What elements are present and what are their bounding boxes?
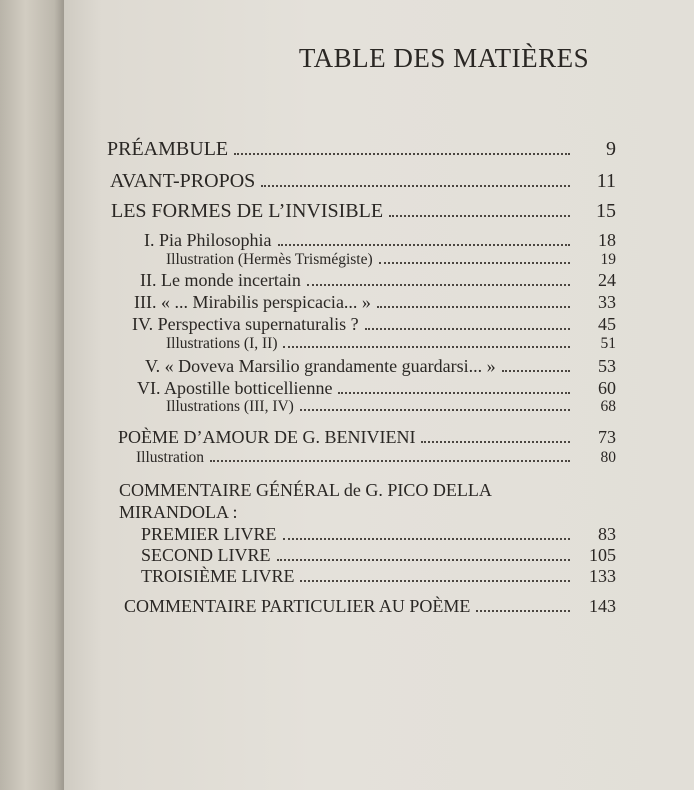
- toc-entry-page: 133: [589, 566, 616, 586]
- dot-leader: [210, 450, 570, 462]
- dot-leader: [300, 399, 570, 411]
- toc-entry-commentaire-particulier: [64, 596, 694, 620]
- toc-entry-label: II. Le monde incertain: [140, 270, 301, 290]
- toc-entry-label: POÈME D’AMOUR DE G. BENIVIENI: [118, 427, 416, 447]
- toc-entry-label: I. Pia Philosophia: [144, 230, 272, 250]
- toc-entry-chapter-5: [64, 356, 694, 380]
- toc-entry-label: III. « ... Mirabilis perspicacia... »: [134, 292, 371, 312]
- toc-entry-formes-invisible: [64, 200, 694, 224]
- toc-entry-label: PRÉAMBULE: [107, 138, 229, 160]
- toc-entry-label: AVANT-PROPOS: [110, 170, 256, 192]
- toc-entry-page: 80: [600, 449, 616, 466]
- dot-leader: [365, 318, 570, 330]
- toc-entry-label: Illustration: [136, 449, 205, 466]
- page-title: TABLE DES MATIÈRES: [298, 43, 590, 73]
- toc-entry-label: MIRANDOLA :: [119, 502, 238, 522]
- dot-leader: [338, 382, 570, 394]
- dot-leader: [389, 205, 570, 217]
- toc-entry-illustration: [64, 449, 694, 473]
- dot-leader: [283, 528, 570, 540]
- toc-entry-page: 53: [598, 356, 616, 376]
- toc-entry-label: COMMENTAIRE PARTICULIER AU POÈME: [124, 596, 471, 616]
- toc-entry-label: V. « Doveva Marsilio grandamente guardarsi... »: [145, 356, 496, 376]
- toc-entry-label: Illustration (Hermès Trismégiste): [166, 251, 373, 268]
- toc-entry-label: LES FORMES DE L’INVISIBLE: [111, 200, 384, 222]
- dot-leader: [502, 360, 570, 372]
- toc-entry-page: 33: [598, 292, 616, 312]
- toc-entry-label: Illustrations (III, IV): [166, 398, 294, 415]
- toc-entry-page: 143: [589, 596, 616, 616]
- toc-entry-commentaire-general-cont: [64, 502, 694, 526]
- toc-entry-troisieme-livre: [64, 566, 694, 590]
- toc-entry-page: 73: [598, 427, 616, 447]
- book-page: [64, 0, 694, 790]
- dot-leader: [261, 175, 570, 187]
- toc-entry-label: Illustrations (I, II): [166, 335, 278, 352]
- toc-entry-page: 18: [598, 230, 616, 250]
- toc-entry-illustrations-3-4: [64, 398, 694, 422]
- toc-entry-page: 105: [589, 545, 616, 565]
- toc-entry-page: 68: [600, 398, 616, 415]
- toc-entry-page: 19: [600, 251, 616, 268]
- toc-entry-page: 15: [596, 200, 616, 222]
- dot-leader: [300, 570, 570, 582]
- toc-entry-page: 51: [600, 335, 616, 352]
- toc-entry-page: 11: [596, 170, 616, 192]
- toc-entry-label: TROISIÈME LIVRE: [141, 566, 295, 586]
- dot-leader: [377, 296, 570, 308]
- toc-entry-label: COMMENTAIRE GÉNÉRAL de G. PICO DELLA: [119, 480, 492, 500]
- book-spine-edge: [0, 0, 64, 790]
- toc-entry-label: SECOND LIVRE: [141, 545, 271, 565]
- dot-leader: [421, 431, 570, 443]
- toc-entry-page: 9: [606, 138, 616, 160]
- toc-entry-avant-propos: [64, 170, 694, 194]
- dot-leader: [278, 234, 570, 246]
- toc-entry-commentaire-general: [64, 480, 694, 504]
- dot-leader: [476, 600, 570, 612]
- toc-entry-page: 45: [598, 314, 616, 334]
- dot-leader: [277, 549, 571, 561]
- toc-entry-page: 60: [598, 378, 616, 398]
- toc-entry-preambule: [64, 138, 694, 162]
- toc-entry-label: VI. Apostille botticellienne: [137, 378, 333, 398]
- toc-entry-page: 24: [598, 270, 616, 290]
- dot-leader: [307, 274, 570, 286]
- toc-entry-chapter-3: [64, 292, 694, 316]
- toc-entry-page: 83: [598, 524, 616, 544]
- toc-entry-label: IV. Perspectiva supernaturalis ?: [132, 314, 359, 334]
- toc-entry-label: PREMIER LIVRE: [141, 524, 277, 544]
- dot-leader: [234, 143, 570, 155]
- toc-entry-chapter-2: [64, 270, 694, 294]
- dot-leader: [283, 336, 570, 348]
- dot-leader: [379, 252, 570, 264]
- toc-entry-poeme-amour: [64, 427, 694, 451]
